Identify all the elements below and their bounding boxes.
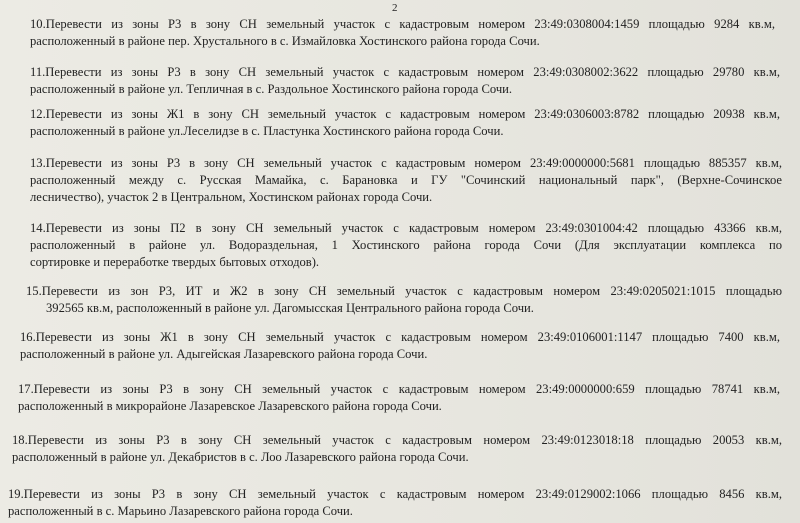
item-text-line: расположенный в районе ул. Водораздельная, 1 Хостинского района города Сочи (Для эксплуатации комплекса по	[30, 238, 782, 252]
list-item	[8, 486, 782, 520]
item-text-line: расположенный в районе пер. Хрустального в с. Измайловка Хостинского района города Сочи.	[30, 34, 540, 48]
list-item	[30, 155, 782, 206]
item-text-line: 19.Перевести из зоны Р3 в зону СН земельный участок с кадастровым номером 23:49:0129002:1066 площадью 8456 кв.м,	[8, 487, 782, 501]
item-text-line: 17.Перевести из зоны Р3 в зону СН земельный участок с кадастровым номером 23:49:0000000:659 площадью 78741 кв.м,	[18, 382, 780, 396]
item-text-line: сортировке и переработке твердых бытовых отходов).	[30, 255, 320, 269]
item-text-line: 13.Перевести из зоны Р3 в зону СН земельный участок с кадастровым номером 23:49:0000000:5681 площадью 885357 кв.м,	[30, 156, 782, 170]
item-text-line: расположенный в с. Марьино Лазаревского района города Сочи.	[8, 504, 353, 518]
item-text-line: 18.Перевести из зоны Р3 в зону СН земельный участок с кадастровым номером 23:49:0123018:18 площадью 20053 кв.м,	[12, 433, 782, 447]
list-item	[20, 329, 780, 363]
list-item	[30, 220, 782, 271]
list-item	[30, 64, 780, 98]
item-text-line: расположенный в районе ул. Тепличная в с. Раздольное Хостинского района города Сочи.	[30, 82, 513, 96]
item-text-line: лесничество), участок 2 в Центральном, Хостинском районах города Сочи.	[30, 190, 433, 204]
page-number: 2	[392, 2, 398, 14]
item-text-line: 16.Перевести из зоны Ж1 в зону СН земельный участок с кадастровым номером 23:49:0106001:1147 площадью 7400 кв.м,	[20, 330, 780, 344]
item-text-line: 392565 кв.м, расположенный в районе ул. Дагомысская Центрального района города Сочи.	[46, 301, 534, 315]
item-text-line: расположенный в районе ул. Адыгейская Лазаревского района города Сочи.	[20, 347, 428, 361]
item-text-line: расположенный в районе ул. Декабристов в с. Лоо Лазаревского района города Сочи.	[12, 450, 469, 464]
item-text-line: расположенный между с. Русская Мамайка, с. Барановка и ГУ "Сочинский национальный парк", (Верхне-Сочинское	[30, 173, 782, 187]
item-text-line: расположенный в микрорайоне Лазаревское Лазаревского района города Сочи.	[18, 399, 442, 413]
item-text-line: 10.Перевести из зоны Р3 в зону СН земельный участок с кадастровым номером 23:49:0308004:1459 площадью 9284 кв.м,	[30, 17, 775, 31]
list-item	[30, 16, 775, 50]
item-text-line: 11.Перевести из зоны Р3 в зону СН земельный участок с кадастровым номером 23:49:0308002:3622 площадью 29780 кв.м,	[30, 65, 780, 79]
item-text-line: расположенный в районе ул.Леселидзе в с. Пластунка Хостинского района города Сочи.	[30, 124, 504, 138]
item-text-line: 12.Перевести из зоны Ж1 в зону СН земельный участок с кадастровым номером 23:49:0306003:8782 площадью 20938 кв.м,	[30, 107, 780, 121]
item-text-line: 14.Перевести из зоны П2 в зону СН земельный участок с кадастровым номером 23:49:0301004:42 площадью 43366 кв.м,	[30, 221, 782, 235]
list-item	[26, 283, 782, 317]
list-item	[18, 381, 780, 415]
list-item	[12, 432, 782, 466]
list-item	[30, 106, 780, 140]
item-text-line: 15.Перевести из зон Р3, ИТ и Ж2 в зону СН земельный участок с кадастровым номером 23:49:0205021:1015 площадью	[26, 284, 782, 298]
